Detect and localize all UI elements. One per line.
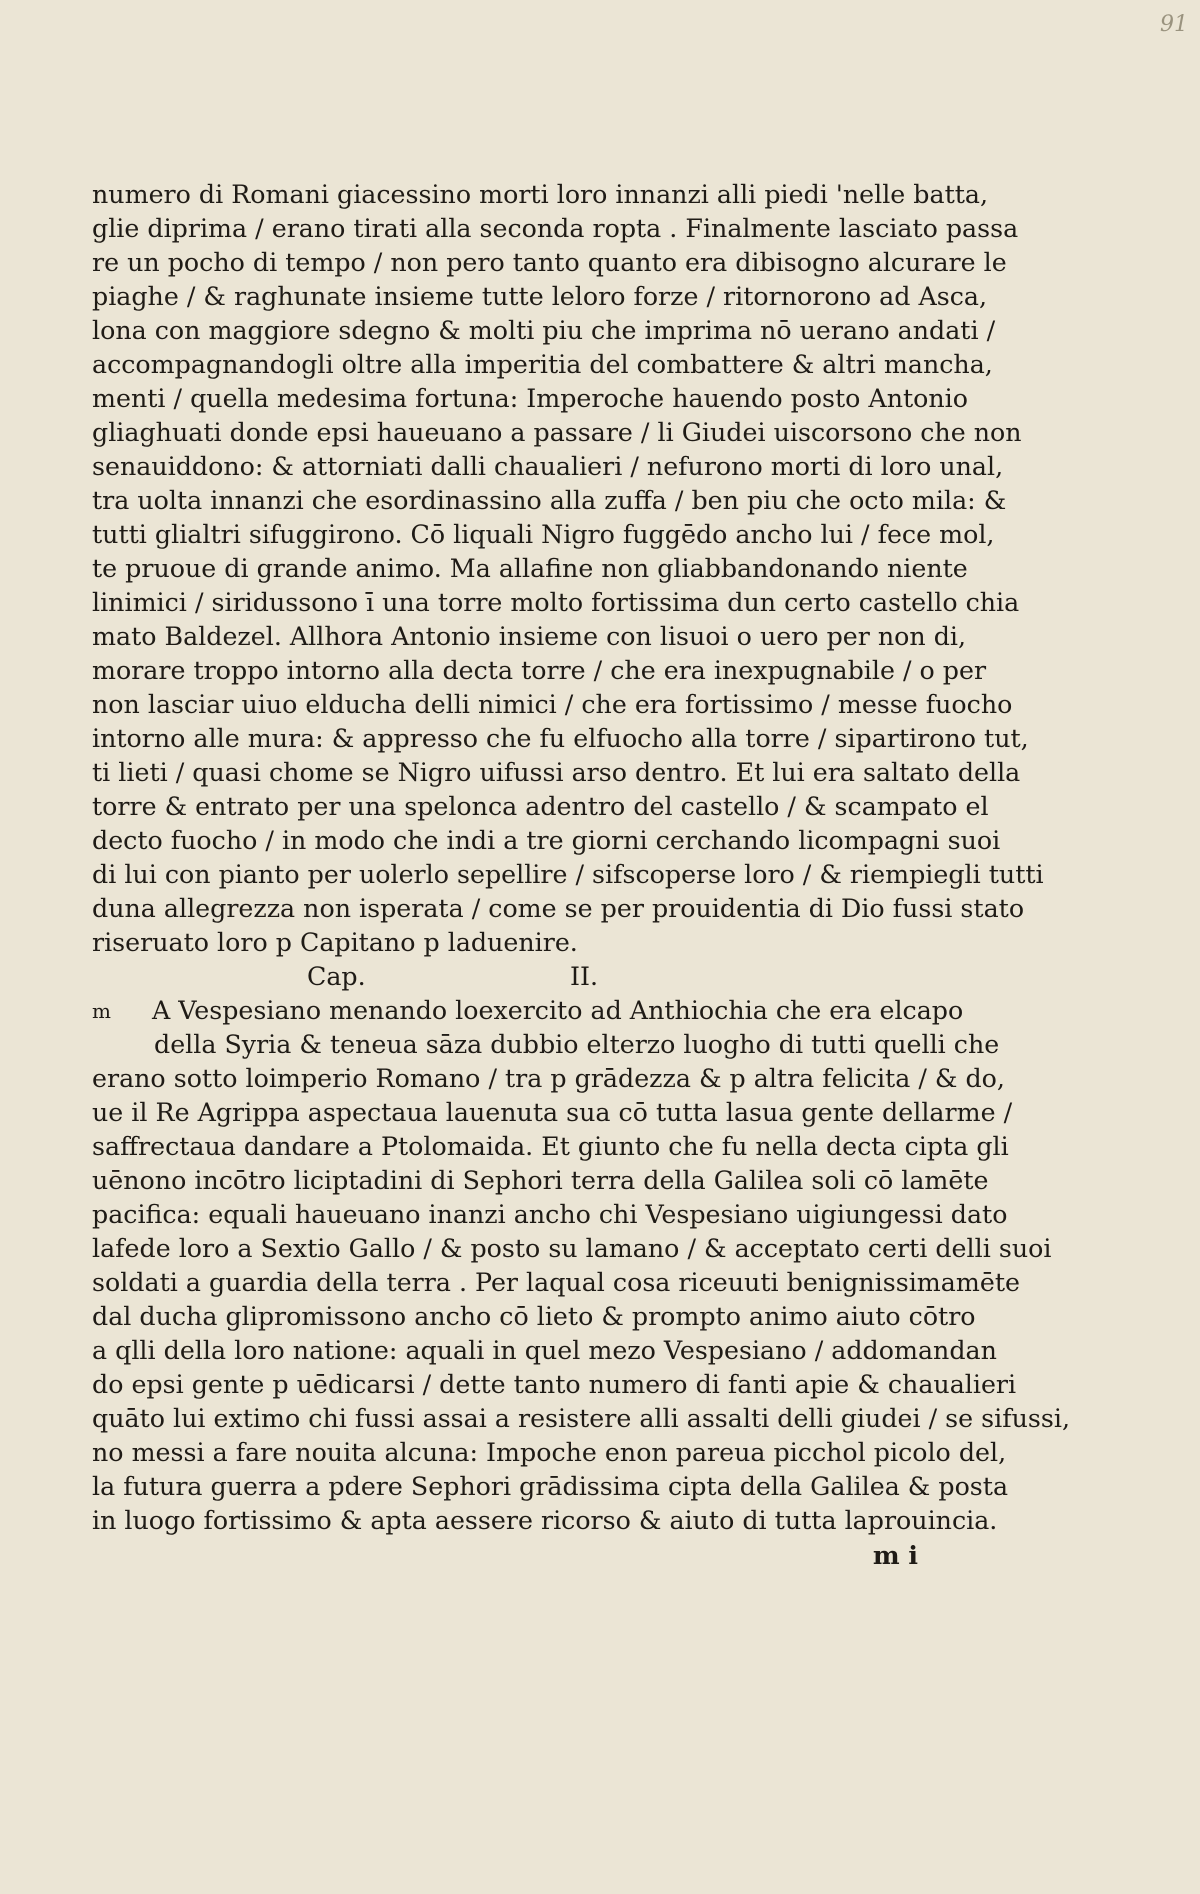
text-line: in luogo fortissimo & apta aessere ricorso & aiuto di tutta laprouincia. [92, 1506, 998, 1535]
page-text-block [92, 178, 1070, 1572]
text-line: tutti glialtri sifuggirono. Cō liquali Nigro fuggēdo ancho lui / fece mol, [92, 520, 995, 549]
chapter-first-line [92, 994, 964, 1028]
text-line: linimici / siridussono ī una torre molto fortissima dun certo castello chia [92, 588, 1020, 617]
text-line: erano sotto loimperio Romano / tra p grādezza & p altra felicita / & do, [92, 1064, 1005, 1093]
indented-text-line: della Syria & teneua sāza dubbio elterzo luogho di tutti quelli che [154, 1030, 1000, 1059]
text-line: torre & entrato per una spelonca adentro del castello / & scampato el [92, 792, 989, 821]
text-line: di lui con pianto per uolerlo sepellire / sifscoperse loro / & riempiegli tutti [92, 860, 1044, 889]
text-line: menti / quella medesima fortuna: Imperoche hauendo posto Antonio [92, 384, 969, 413]
text-line: dal ducha glipromissono ancho cō lieto & prompto animo aiuto cōtro [92, 1302, 976, 1331]
signature-mark: m i [872, 1540, 918, 1570]
text-line: quāto lui extimo chi fussi assai a resistere alli assalti delli giudei / se sifussi, [92, 1404, 1070, 1433]
text-line: glie diprima / erano tirati alla seconda ropta . Finalmente lasciato passa [92, 214, 1019, 243]
folio-number: 91 [1160, 12, 1188, 37]
chapter-number: II. [570, 962, 599, 991]
text-line: lafede loro a Sextio Gallo / & posto su lamano / & acceptato certi delli suoi [92, 1234, 1052, 1263]
text-line: soldati a guardia della terra . Per laqual cosa riceuuti benignissimamēte [92, 1268, 1020, 1297]
chapter-label: Cap. [307, 962, 366, 991]
text-line: pacifica: equali haueuano inanzi ancho chi Vespesiano uigiungessi dato [92, 1200, 1008, 1229]
text-line: te pruoue di grande animo. Ma allafine non gliabbandonando niente [92, 554, 968, 583]
text-line: saffrectaua dandare a Ptolomaida. Et giunto che fu nella decta cipta gli [92, 1132, 1009, 1161]
text-line: gliaghuati donde epsi haueuano a passare / li Giudei uiscorsono che non [92, 418, 1022, 447]
text-line: no messi a fare nouita alcuna: Impoche enon pareua picchol picolo del, [92, 1438, 1007, 1467]
text-line: la futura guerra a pdere Sephori grādissima cipta della Galilea & posta [92, 1472, 1009, 1501]
text-line: decto fuocho / in modo che indi a tre giorni cerchando licompagni suoi [92, 826, 1001, 855]
chapter-first-line-text: A Vespesiano menando loexercito ad Anthiochia che era elcapo [152, 996, 964, 1025]
text-line: do epsi gente p uēdicarsi / dette tanto numero di fanti apie & chaualieri [92, 1370, 1017, 1399]
text-line: ti lieti / quasi chome se Nigro uifussi arso dentro. Et lui era saltato della [92, 758, 1021, 787]
text-line: riseruato loro p Capitano p laduenire. [92, 928, 578, 957]
text-line: duna allegrezza non isperata / come se per prouidentia di Dio fussi stato [92, 894, 1025, 923]
text-line: numero di Romani giacessino morti loro innanzi alli piedi 'nelle batta, [92, 180, 989, 209]
text-line: tra uolta innanzi che esordinassino alla zuffa / ben piu che octo mila: & [92, 486, 1007, 515]
text-line: ue il Re Agrippa aspectaua lauenuta sua cō tutta lasua gente dellarme / [92, 1098, 1013, 1127]
text-line: a qlli della loro natione: aquali in quel mezo Vespesiano / addomandan [92, 1336, 997, 1365]
text-line: intorno alle mura: & appresso che fu elfuocho alla torre / sipartirono tut, [92, 724, 1029, 753]
text-line: piaghe / & raghunate insieme tutte leloro forze / ritornorono ad Asca, [92, 282, 987, 311]
text-line: non lasciar uiuo elducha delli nimici / che era fortissimo / messe fuocho [92, 690, 1013, 719]
chapter-heading [92, 960, 948, 994]
text-line: mato Baldezel. Allhora Antonio insieme con lisuoi o uero per non di, [92, 622, 967, 651]
text-line: senauiddono: & attorniati dalli chaualieri / nefurono morti di loro unal, [92, 452, 1004, 481]
guide-letter: m [92, 999, 111, 1023]
text-line: lona con maggiore sdegno & molti piu che imprima nō uerano andati / [92, 316, 996, 345]
text-line: uēnono incōtro liciptadini di Sephori terra della Galilea soli cō lamēte [92, 1166, 989, 1195]
text-line: accompagnandogli oltre alla imperitia del combattere & altri mancha, [92, 350, 993, 379]
text-line: morare troppo intorno alla decta torre / che era inexpugnabile / o per [92, 656, 987, 685]
text-line: re un pocho di tempo / non pero tanto quanto era dibisogno alcurare le [92, 248, 1007, 277]
